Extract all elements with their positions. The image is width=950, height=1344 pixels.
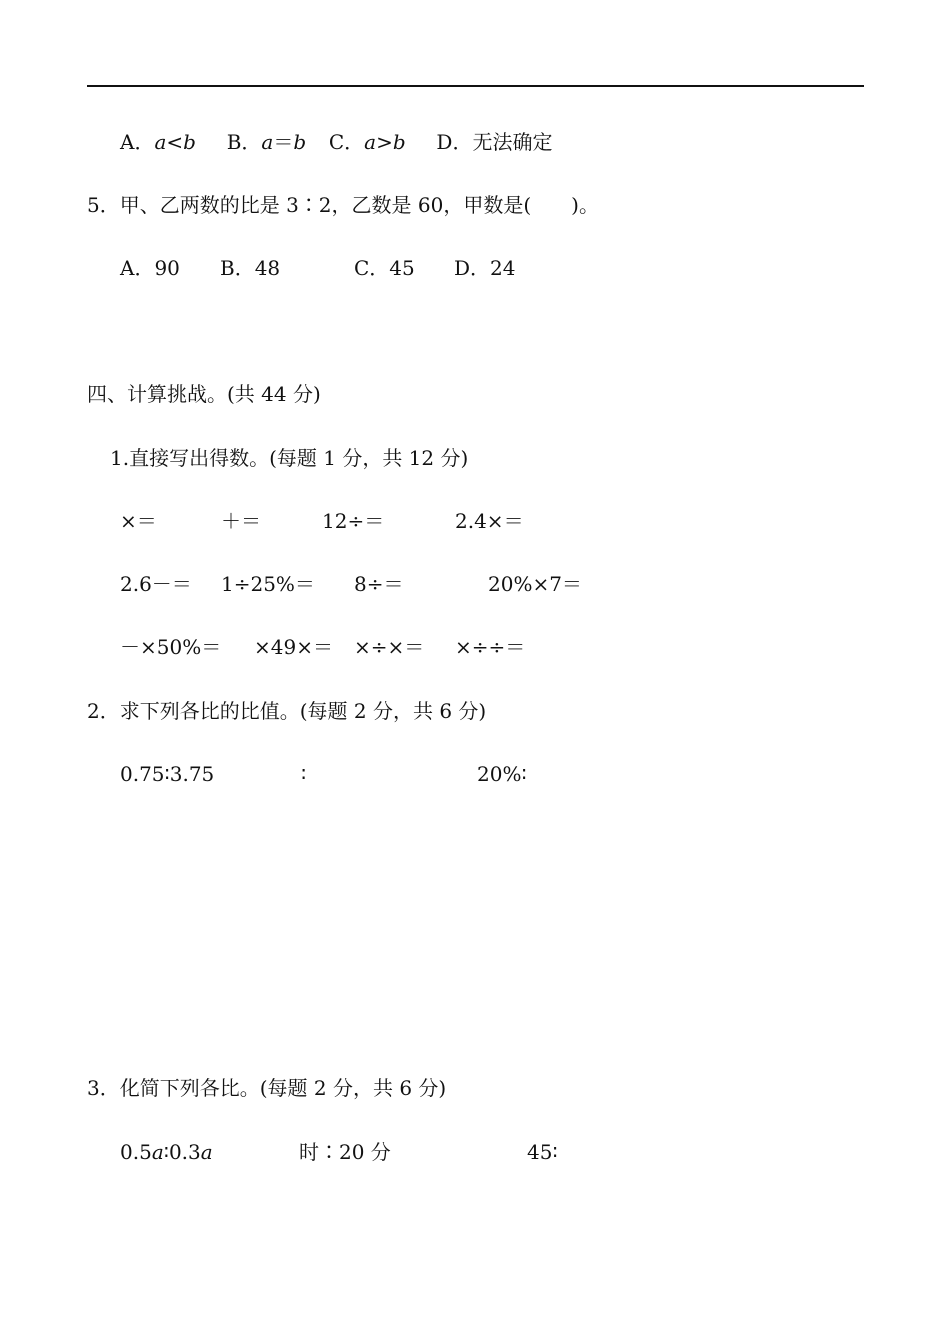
calc-item: 2.6－＝ (120, 572, 192, 596)
q4-options (120, 130, 552, 154)
q4-option-a: A．a<b (120, 130, 196, 154)
calc-item: 2.4×＝ (455, 509, 524, 533)
calc-item: 12÷＝ (322, 509, 385, 533)
calc-item: ×＝ (120, 509, 157, 533)
header-rule (87, 85, 864, 87)
calc-item: 8÷＝ (354, 572, 404, 596)
calc-item: 1÷25%＝ (221, 572, 315, 596)
q5-question: 5．甲、乙两数的比是 3∶2，乙数是 60，甲数是( )。 (87, 193, 599, 217)
calc-item: ×÷÷＝ (455, 635, 526, 659)
q5-option-a: A．90 (120, 256, 180, 280)
ratio-item: 0.75∶3.75 (120, 762, 215, 786)
calc-item: ×÷×＝ (354, 635, 425, 659)
q4-option-b: B．a＝b (226, 130, 307, 154)
sub1-title: 1.直接写出得数。(每题 1 分，共 12 分) (110, 446, 469, 470)
simplify-item: 时∶20 分 (299, 1140, 391, 1164)
q4-option-d: D．无法确定 (436, 130, 553, 154)
section4-title: 四、计算挑战。(共 44 分) (87, 382, 321, 406)
calc-item: ×49×＝ (254, 635, 333, 659)
simplify-item: 0.5a∶0.3a (120, 1140, 213, 1164)
simplify-item: 45∶ (527, 1140, 558, 1164)
q4-option-c: C．a>b (328, 130, 406, 154)
sub2-title: 2．求下列各比的比值。(每题 2 分，共 6 分) (87, 699, 487, 723)
q5-option-d: D．24 (454, 256, 516, 280)
ratio-item: ∶ (301, 762, 307, 786)
calc-item: －×50%＝ (120, 635, 222, 659)
calc-item: 20%×7＝ (488, 572, 582, 596)
sub3-title: 3．化简下列各比。(每题 2 分，共 6 分) (87, 1076, 447, 1100)
ratio-item: 20%∶ (477, 762, 527, 786)
q5-option-b: B．48 (220, 256, 281, 280)
q5-option-c: C．45 (354, 256, 415, 280)
calc-item: ＋＝ (221, 509, 261, 533)
